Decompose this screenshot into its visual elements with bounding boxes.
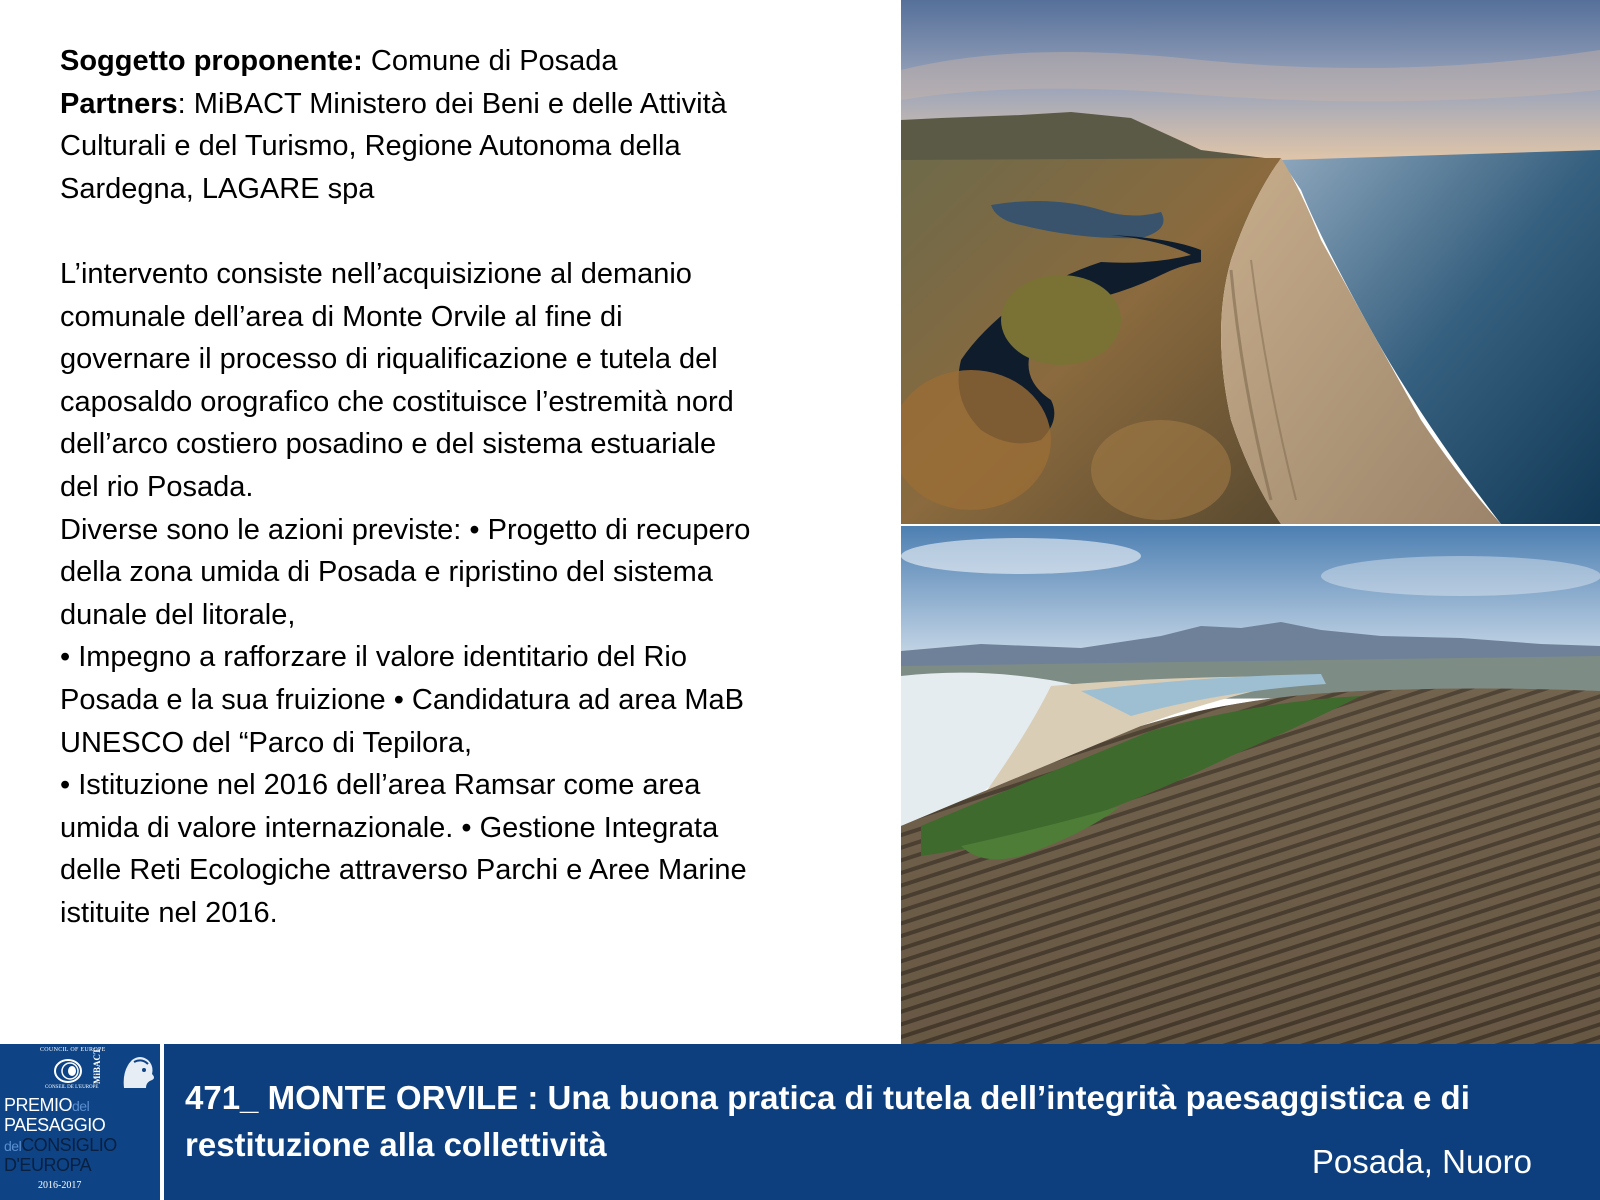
project-title: 471_ MONTE ORVILE : Una buona pratica di tutela dell’integrità paesaggistica e di restituzione alla collettività bbox=[185, 1079, 1470, 1163]
estuary-photo bbox=[901, 0, 1600, 524]
actions-paragraph-3: • Istituzione nel 2016 dell’area Ramsar come area umida di valore internazionale. • Gestione Integrata delle Reti Ecologiche attraverso Parchi e Aree Marine istituite nel 2016. bbox=[60, 769, 747, 929]
logo-council-fr: CONSEIL DE L'EUROPE bbox=[45, 1085, 99, 1090]
logo-council-en: COUNCIL OF EUROPE bbox=[40, 1047, 106, 1053]
logo-word-europa: D'EUROPA bbox=[4, 1155, 92, 1175]
project-location: Posada, Nuoro bbox=[1311, 1143, 1532, 1180]
logo-del-text-1: del bbox=[72, 1098, 90, 1114]
paragraph-gap bbox=[60, 210, 760, 253]
logo-premio-text: PREMIO bbox=[4, 1095, 73, 1115]
partners-line bbox=[60, 83, 760, 211]
actions-paragraph-2: • Impegno a rafforzare il valore identitario del Rio Posada e la sua fruizione • Candidatura ad area MaB UNESCO del “Parco di Tepilora, bbox=[60, 641, 745, 759]
logo-del-text-2: del bbox=[4, 1138, 22, 1154]
description-text bbox=[60, 40, 760, 934]
logo-word-premio bbox=[4, 1096, 89, 1115]
partners-value: : MiBACT Ministero dei Beni e delle Attività Culturali e del Turismo, Regione Autonoma della Sardegna, LAGARE spa bbox=[60, 87, 727, 205]
classical-head-icon bbox=[116, 1050, 158, 1090]
proponent-line bbox=[60, 40, 760, 83]
proponent-value: Comune di Posada bbox=[362, 45, 618, 77]
council-of-europe-emblem-icon bbox=[53, 1058, 83, 1084]
logo-mibact: MiBACT bbox=[92, 1048, 102, 1084]
partners-label: Partners bbox=[60, 87, 178, 120]
actions-paragraph-1: Diverse sono le azioni previste: • Progetto di recupero della zona umida di Posada e ripristino del sistema dunale del litorale, bbox=[60, 513, 751, 631]
logo-consiglio-text: CONSIGLIO bbox=[21, 1135, 117, 1155]
pine-forest-photo bbox=[901, 526, 1600, 1044]
logo-word-paesaggio: PAESAGGIO bbox=[4, 1115, 106, 1135]
pine-forest-photo-graphic bbox=[901, 526, 1600, 1044]
logo-years: 2016-2017 bbox=[38, 1180, 82, 1191]
footer-band bbox=[0, 1044, 1600, 1200]
proponent-label: Soggetto proponente: bbox=[60, 45, 363, 77]
intervention-paragraph: L’intervento consiste nell’acquisizione al demanio comunale dell’area di Monte Orvile al fine di governare il processo di riqualificazione e tutela del caposaldo orografico che costituisce l’estremità nord dell’arco costiero posadino e del sistema estuariale del rio Posada. bbox=[60, 257, 734, 503]
premio-paesaggio-logo bbox=[0, 1044, 164, 1200]
estuary-photo-graphic bbox=[901, 0, 1600, 524]
logo-word-consiglio bbox=[4, 1136, 117, 1155]
